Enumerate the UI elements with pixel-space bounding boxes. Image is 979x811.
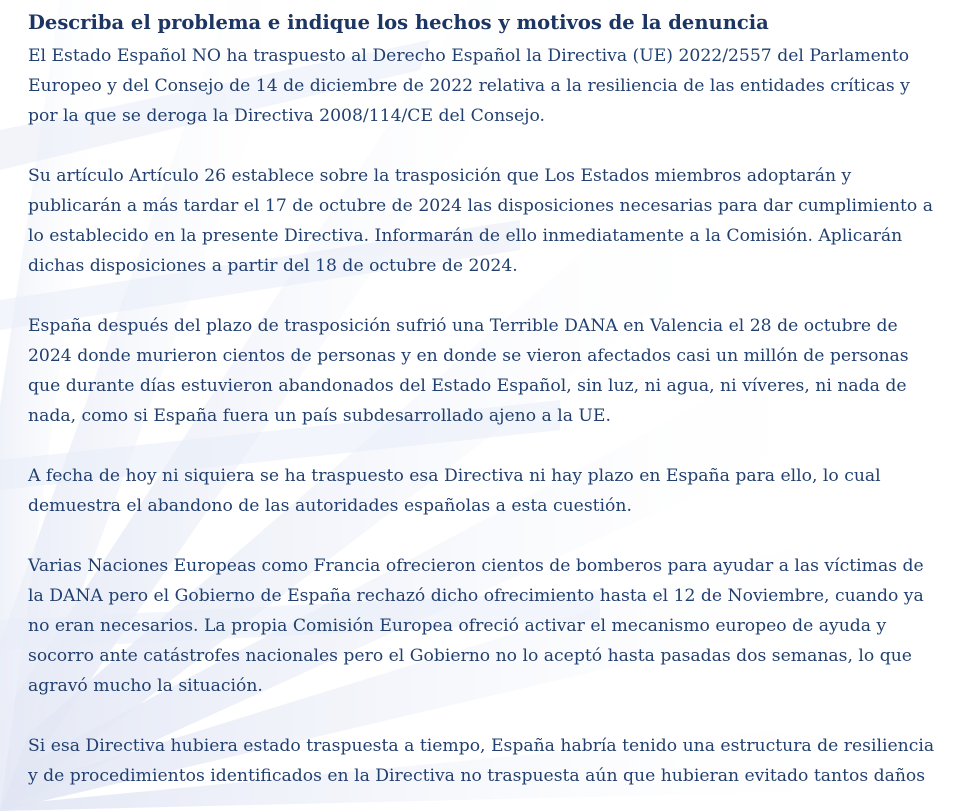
paragraph-directive-not-transposed: El Estado Español NO ha traspuesto al Derecho Español la Directiva (UE) 2022/2557 del Parlamento Europeo y del Consejo de 14 de diciembre de 2022 relativa a la resiliencia de las entidades críticas y por la que se deroga la Directiva 2008/114/CE del Consejo.	[28, 46, 910, 126]
paragraph-article-26: Su artículo Artículo 26 establece sobre la trasposición que Los Estados miembros adoptarán y publicarán a más tardar el 17 de octubre de 2024 las disposiciones necesarias para dar cumplimiento a lo establecido en la presente Directiva. Informarán de ello inmediatamente a la Comisión. Aplicarán dichas disposiciones a partir del 18 de octubre de 2024.	[28, 166, 933, 276]
paragraph-no-deadline: A fecha de hoy ni siquiera se ha traspuesto esa Directiva ni hay plazo en España para ello, lo cual demuestra el abandono de las autoridades españolas a esta cuestión.	[28, 466, 881, 516]
paragraph-european-aid: Varias Naciones Europeas como Francia ofrecieron cientos de bomberos para ayudar a las víctimas de la DANA pero el Gobierno de España rechazó dicho ofrecimiento hasta el 12 de Noviembre, cuando ya no eran necesarios. La propia Comisión Europea ofreció activar el mecanismo europeo de ayuda y socorro ante catástrofes nacionales pero el Gobierno no lo aceptó hasta pasadas dos semanas, lo que agravó mucho la situación.	[28, 556, 924, 696]
paragraph-dana-valencia: España después del plazo de trasposición sufrió una Terrible DANA en Valencia el 28 de octubre de 2024 donde murieron cientos de personas y en donde se vieron afectados casi un millón de personas que durante días estuvieron abandonados del Estado Español, sin luz, ni agua, ni víveres, ni nada de nada, como si España fuera un país subdesarrollado ajeno a la UE.	[28, 316, 909, 426]
section-heading: Describa el problema e indique los hechos y motivos de la denuncia	[28, 11, 769, 34]
paragraph-resilience: Si esa Directiva hubiera estado traspuesta a tiempo, España habría tenido una estructura de resiliencia y de procedimientos identificados en la Directiva no traspuesta aún que hubieran evitado tantos daños	[28, 736, 935, 786]
